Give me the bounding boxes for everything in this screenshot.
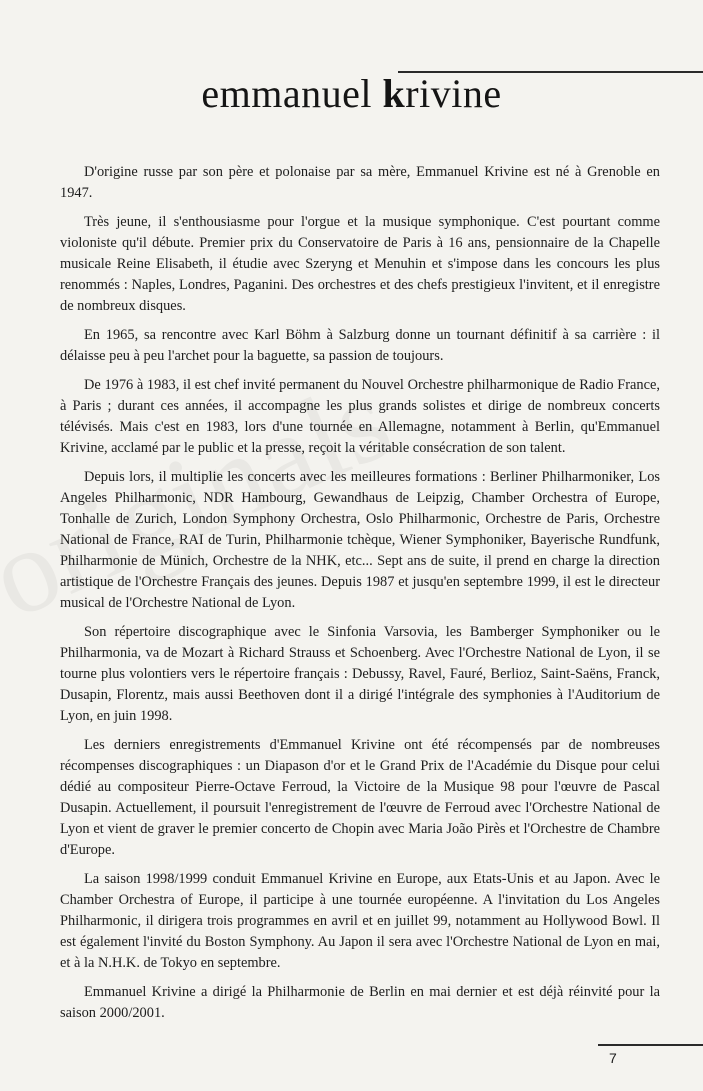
paragraph-origin: D'origine russe par son père et polonaise par sa mère, Emmanuel Krivine est né à Grenoble en 1947. (60, 164, 660, 201)
page-title (0, 70, 703, 117)
paragraph-1965: En 1965, sa rencontre avec Karl Böhm à Salzburg donne un tournant définitif à sa carrière : il délaisse peu à peu l'archet pour la baguette, sa passion de toujours. (60, 327, 660, 364)
paragraph-radio-france: De 1976 à 1983, il est chef invité permanent du Nouvel Orchestre philharmonique de Radio France, à Paris ; durant ces années, il accompagne les plus grands solistes et dirige de nombreux concerts télévisés. Mais c'est en 1983, lors d'une tournée en Allemagne, notamment à Berlin, qu'Emmanuel Krivine, acclamé par le public et la presse, reçoit la véritable consécration de son talent. (60, 377, 660, 456)
title-part-2: k (382, 71, 406, 116)
bottom-rule (598, 1044, 703, 1046)
title-part-1: emmanuel (201, 71, 383, 116)
paragraph-orchestras: Depuis lors, il multiplie les concerts avec les meilleures formations : Berliner Philharmoniker, Los Angeles Philharmonic, NDR Hambourg, Gewandhaus de Leipzig, Chamber Orchestra of Europe, Tonhalle de Zurich, London Symphony Orchestra, Oslo Philharmonic, Orchestre de Paris, Orchestre National de France, RAI de Turin, Philharmonie tchèque, Wiener Symphoniker, Bayerische Rundfunk, Philharmonie de Münich, Orchestre de la NHK, etc... Sept ans de suite, il prend en charge la direction artistique de l'Orchestre Français des jeunes. Depuis 1987 et jusqu'en septembre 1999, il est le directeur musical de l'Orchestre National de Lyon. (60, 469, 660, 611)
biography-text (60, 162, 660, 1032)
paragraph-early-career: Très jeune, il s'enthousiasme pour l'orgue et la musique symphonique. C'est pourtant comme violoniste qu'il débute. Premier prix du Conservatoire de Paris à 16 ans, pensionnaire de la Chapelle musicale Reine Elisabeth, il étudie avec Szeryng et Menuhin et s'impose dans les concours les plus renommés : Naples, Londres, Paganini. Des orchestres et des chefs prestigieux l'invitent, et il enregistre de nombreux disques. (60, 214, 660, 314)
paragraph-repertoire: Son répertoire discographique avec le Sinfonia Varsovia, les Bamberger Symphoniker ou le Philharmonia, va de Mozart à Richard Strauss et Schoenberg. Avec l'Orchestre National de Lyon, il se tourne plus volontiers vers le répertoire français : Debussy, Ravel, Fauré, Berlioz, Saint-Saëns, Franck, Dusapin, Florentz, mais aussi Beethoven dont il a dirigé l'intégrale des symphonies à l'Auditorium de Lyon, en juin 1998. (60, 624, 660, 724)
page-number: 7 (609, 1050, 617, 1066)
paragraph-recordings: Les derniers enregistrements d'Emmanuel Krivine ont été récompensés par de nombreuses récompenses discographiques : un Diapason d'or et le Grand Prix de l'Académie du Disque pour celui dédié au compositeur Pierre-Octave Ferroud, la Victoire de la Musique 98 pour l'œuvre de Pascal Dusapin. Actuellement, il poursuit l'enregistrement de l'œuvre de Ferroud avec l'Orchestre National de Lyon et vient de graver le premier concerto de Chopin avec Maria João Pirès et l'Orchestre de Chambre d'Europe. (60, 737, 660, 858)
paragraph-season: La saison 1998/1999 conduit Emmanuel Krivine en Europe, aux Etats-Unis et au Japon. Avec le Chamber Orchestra of Europe, il participe à une tournée européenne. A l'invitation du Los Angeles Philharmonic, il dirigera trois programmes en avril et en juillet 99, notamment au Hollywood Bowl. Il est également l'invité du Boston Symphony. Au Japon il sera avec l'Orchestre National de Lyon en mai, et à la N.H.K. de Tokyo en septembre. (60, 871, 660, 971)
paragraph-berlin: Emmanuel Krivine a dirigé la Philharmonie de Berlin en mai dernier et est déjà réinvité pour la saison 2000/2001. (60, 984, 660, 1021)
title-part-3: rivine (405, 71, 502, 116)
